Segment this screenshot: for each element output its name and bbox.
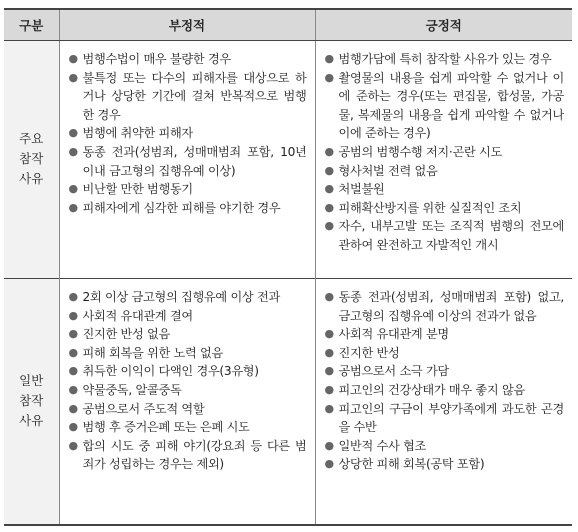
- list-item: [68, 143, 307, 180]
- list-item-text: 사회적 유대관계 결여: [82, 308, 193, 323]
- list-item: [324, 162, 565, 181]
- list-item: [324, 362, 565, 381]
- bullet-icon: ●: [324, 200, 334, 214]
- list-item-text: 형사처벌 전력 없음: [338, 163, 438, 178]
- list-item: [324, 455, 565, 474]
- positive-factors-cell: [315, 41, 572, 279]
- bullet-icon: ●: [324, 182, 334, 196]
- bullet-icon: ●: [68, 182, 78, 196]
- list-item: [68, 400, 307, 419]
- negative-factors-cell: [59, 41, 315, 279]
- list-item: [324, 344, 565, 363]
- list-item-text: 범행 후 증거은폐 또는 은폐 시도: [82, 420, 250, 435]
- list-item-text: 공범의 범행수행 저지·곤란 시도: [338, 144, 502, 159]
- row-category-line: 사유: [19, 413, 44, 429]
- list-item: [324, 400, 565, 437]
- bullet-icon: ●: [68, 327, 78, 341]
- negative-factors-cell: [59, 278, 315, 525]
- list-item: [68, 344, 307, 363]
- list-item-text: 자수, 내부고발 또는 조직적 범행의 전모에 관하여 완전하고 자발적인 개시: [338, 219, 564, 252]
- row-category-line: 일반: [19, 373, 44, 389]
- row-category-line: 참작: [19, 151, 44, 167]
- list-item: [68, 288, 307, 307]
- bullet-icon: ●: [324, 144, 334, 158]
- bullet-icon: ●: [324, 364, 334, 378]
- bullet-icon: ●: [68, 438, 78, 452]
- bullet-icon: ●: [324, 401, 334, 415]
- list-item-text: 처벌불원: [338, 182, 385, 197]
- row-category-line: 참작: [19, 393, 44, 409]
- list-item-text: 범행가담에 특히 참작할 사유가 있는 경우: [338, 52, 552, 66]
- row-category: [4, 41, 59, 279]
- list-item: [324, 50, 565, 69]
- list-item: [324, 143, 565, 162]
- bullet-icon: ●: [324, 438, 334, 452]
- list-item: [68, 325, 307, 344]
- list-item-text: 피고인의 구금이 부양가족에게 과도한 곤경을 수반: [338, 401, 564, 435]
- list-item-text: 동종 전과(성범죄, 성매매범죄 포함, 10년 이내 금고형의 집행유예 이상): [82, 144, 307, 178]
- list-item: [68, 50, 307, 69]
- bullet-icon: ●: [324, 52, 334, 65]
- bullet-icon: ●: [68, 126, 78, 140]
- bullet-icon: ●: [324, 457, 334, 471]
- bullet-icon: ●: [68, 144, 78, 158]
- bullet-icon: ●: [68, 401, 78, 415]
- list-item: [324, 69, 565, 143]
- list-item-text: 비난할 만한 범행동기: [82, 182, 193, 197]
- list-item-text: 진지한 반성: [338, 345, 400, 360]
- list-item: [324, 217, 565, 254]
- list-item-text: 촬영물의 내용을 쉽게 파악할 수 없거나 이에 준하는 경우(또는 편집물, 합성물, 가공물, 복제물의 내용을 쉽게 파악할 수 없거나 이에 준하는 경우): [338, 70, 564, 141]
- bullet-icon: ●: [324, 345, 334, 359]
- list-item-text: 상당한 피해 회복(공탁 포함): [338, 457, 485, 472]
- list-item: [324, 325, 565, 344]
- row-category-line: 주요: [19, 131, 44, 147]
- list-item: [68, 381, 307, 400]
- bullet-icon: ●: [324, 289, 334, 303]
- list-item: [68, 418, 307, 437]
- row-category-line: 사유: [19, 171, 44, 187]
- table-row: [4, 41, 572, 279]
- list-item: [68, 437, 307, 474]
- bullet-icon: ●: [324, 70, 334, 84]
- list-item-text: 공범으로서 소극 가담: [338, 364, 449, 379]
- negative-factors-list: [60, 41, 315, 223]
- list-item-text: 진지한 반성 없음: [82, 327, 170, 342]
- positive-factors-list: [316, 41, 573, 261]
- bullet-icon: ●: [324, 219, 334, 233]
- list-item: [324, 381, 565, 400]
- sentencing-factors-table: [4, 8, 572, 526]
- bullet-icon: ●: [68, 289, 78, 303]
- list-item-text: 피해 회복을 위한 노력 없음: [82, 345, 224, 360]
- list-item: [68, 180, 307, 199]
- list-item-text: 공범으로서 주도적 역할: [82, 401, 205, 416]
- bullet-icon: ●: [68, 345, 78, 359]
- bullet-icon: ●: [68, 382, 78, 396]
- list-item-text: 합의 시도 중 피해 야기(강요죄 등 다른 범죄가 성립하는 경우는 제외): [82, 438, 307, 472]
- bullet-icon: ●: [324, 163, 334, 177]
- list-item: [324, 288, 565, 325]
- bullet-icon: ●: [68, 308, 78, 322]
- list-item: [68, 69, 307, 125]
- bullet-icon: ●: [68, 200, 78, 214]
- list-item: [324, 199, 565, 218]
- list-item-text: 사회적 유대관계 분명: [338, 327, 449, 342]
- list-item: [324, 180, 565, 199]
- list-item-text: 피고인의 건강상태가 매우 좋지 않음: [338, 382, 525, 397]
- bullet-icon: ●: [68, 420, 78, 434]
- bullet-icon: ●: [68, 70, 78, 84]
- bullet-icon: ●: [324, 382, 334, 396]
- list-item-text: 피해확산방지를 위한 실질적인 조치: [338, 200, 522, 215]
- list-item-text: 피해자에게 심각한 피해를 야기한 경우: [82, 200, 281, 215]
- header-negative: 부정적: [59, 9, 315, 41]
- bullet-icon: ●: [68, 52, 78, 65]
- list-item-text: 2회 이상 금고형의 집행유예 이상 전과: [82, 289, 280, 304]
- list-item-text: 범행에 취약한 피해자: [82, 126, 193, 141]
- list-item: [324, 437, 565, 456]
- row-category: [4, 278, 59, 525]
- list-item: [68, 362, 307, 381]
- list-item-text: 범행수법이 매우 불량한 경우: [82, 52, 231, 66]
- list-item: [68, 307, 307, 326]
- list-item-text: 일반적 수사 협조: [338, 438, 426, 453]
- header-positive: 긍정적: [315, 9, 572, 41]
- negative-factors-list: [60, 279, 315, 480]
- header-category: 구분: [4, 9, 59, 41]
- list-item-text: 동종 전과(성범죄, 성매매범죄 포함) 없고, 금고형의 집행유예 이상의 전과가 없음: [338, 289, 564, 323]
- list-item: [68, 124, 307, 143]
- list-item-text: 불특정 또는 다수의 피해자를 대상으로 하거나 상당한 기간에 걸쳐 반복적으로 범행한 경우: [82, 70, 307, 122]
- table-header-row: [4, 9, 572, 41]
- bullet-icon: ●: [324, 327, 334, 341]
- positive-factors-list: [316, 279, 573, 480]
- bullet-icon: ●: [68, 364, 78, 378]
- list-item-text: 취득한 이익이 다액인 경우(3유형): [82, 364, 259, 379]
- table-row: [4, 278, 572, 525]
- list-item-text: 약물중독, 알콜중독: [82, 382, 182, 397]
- positive-factors-cell: [315, 278, 572, 525]
- list-item: [68, 199, 307, 218]
